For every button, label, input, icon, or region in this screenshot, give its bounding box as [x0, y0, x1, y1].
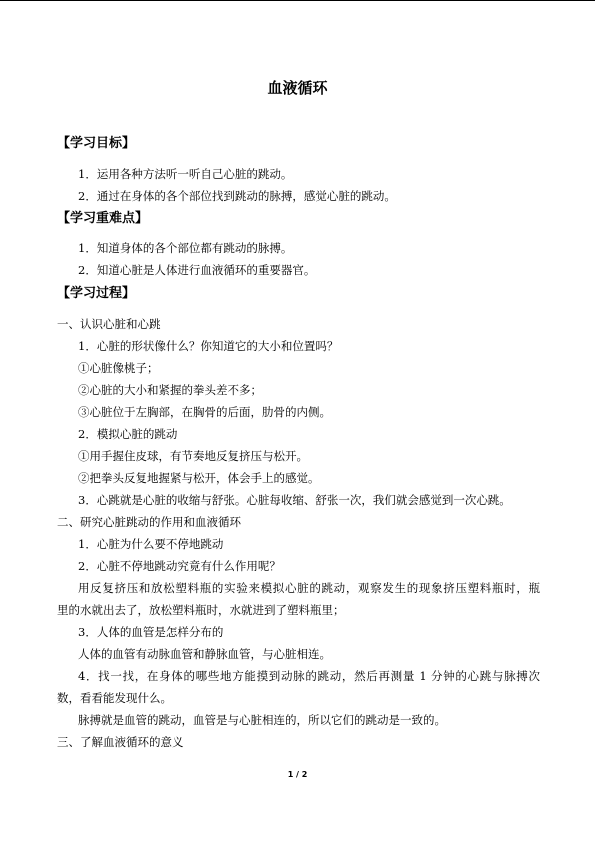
- process-line: ①用手握住皮球，有节奏地反复挤压与松开。: [78, 449, 308, 463]
- process-line: 2．心脏不停地跳动究竟有什么作用呢？: [78, 559, 281, 573]
- process-line: 4．找一找，在身体的哪些地方能摸到动脉的跳动，然后再测量 1 分钟的心跳与脉搏次: [78, 669, 540, 683]
- goal-item-2: 2．通过在身体的各个部位找到跳动的脉搏，感觉心脏的跳动。: [78, 189, 396, 203]
- process-line: 3．心跳就是心脏的收缩与舒张。心脏每收缩、舒张一次，我们就会感觉到一次心跳。: [78, 493, 511, 507]
- process-part-3-heading: 三、了解血液循环的意义: [57, 735, 184, 749]
- process-line: 脉搏就是血管的跳动，血管是与心脏相连的，所以它们的跳动是一致的。: [78, 713, 446, 727]
- process-line: 2．模拟心脏的跳动: [78, 427, 178, 441]
- section-heading-keypoints: 【学习重难点】: [57, 211, 149, 226]
- keypoint-item-1: 1．知道身体的各个部位都有跳动的脉搏。: [78, 241, 293, 255]
- process-line: ③心脏位于左胸部，在胸骨的后面，肋骨的内侧。: [78, 405, 331, 419]
- section-heading-goals: 【学习目标】: [57, 136, 136, 151]
- process-line: 1．心脏为什么要不停地跳动: [78, 537, 224, 551]
- section-heading-process: 【学习过程】: [57, 286, 136, 301]
- goal-item-1: 1．运用各种方法听一听自己心脏的跳动。: [78, 167, 293, 181]
- process-line: 人体的血管有动脉血管和静脉血管，与心脏相连。: [78, 647, 331, 661]
- process-line: 3．人体的血管是怎样分布的: [78, 625, 224, 639]
- page-number: 1 / 2: [287, 770, 308, 779]
- process-part-1-heading: 一、认识心脏和心跳: [57, 317, 161, 331]
- process-line-continued: 数，看看能发现什么。: [57, 691, 172, 705]
- keypoint-item-2: 2．知道心脏是人体进行血液循环的重要器官。: [78, 263, 316, 277]
- process-line-continued: 里的水就出去了，放松塑料瓶时，水就进到了塑料瓶里；: [57, 603, 345, 617]
- process-line: 用反复挤压和放松塑料瓶的实验来模拟心脏的跳动，观察发生的现象挤压塑料瓶时，瓶: [78, 581, 540, 595]
- process-line: ②心脏的大小和紧握的拳头差不多；: [78, 383, 262, 397]
- process-line: ②把拳头反复地握紧与松开，体会手上的感觉。: [78, 471, 320, 485]
- process-line: ①心脏像桃子；: [78, 361, 159, 375]
- page-title: 血液循环: [267, 79, 328, 97]
- process-line: 1．心脏的形状像什么？你知道它的大小和位置吗？: [78, 339, 339, 353]
- top-rule: [0, 0, 595, 1]
- process-part-2-heading: 二、研究心脏跳动的作用和血液循环: [57, 515, 241, 529]
